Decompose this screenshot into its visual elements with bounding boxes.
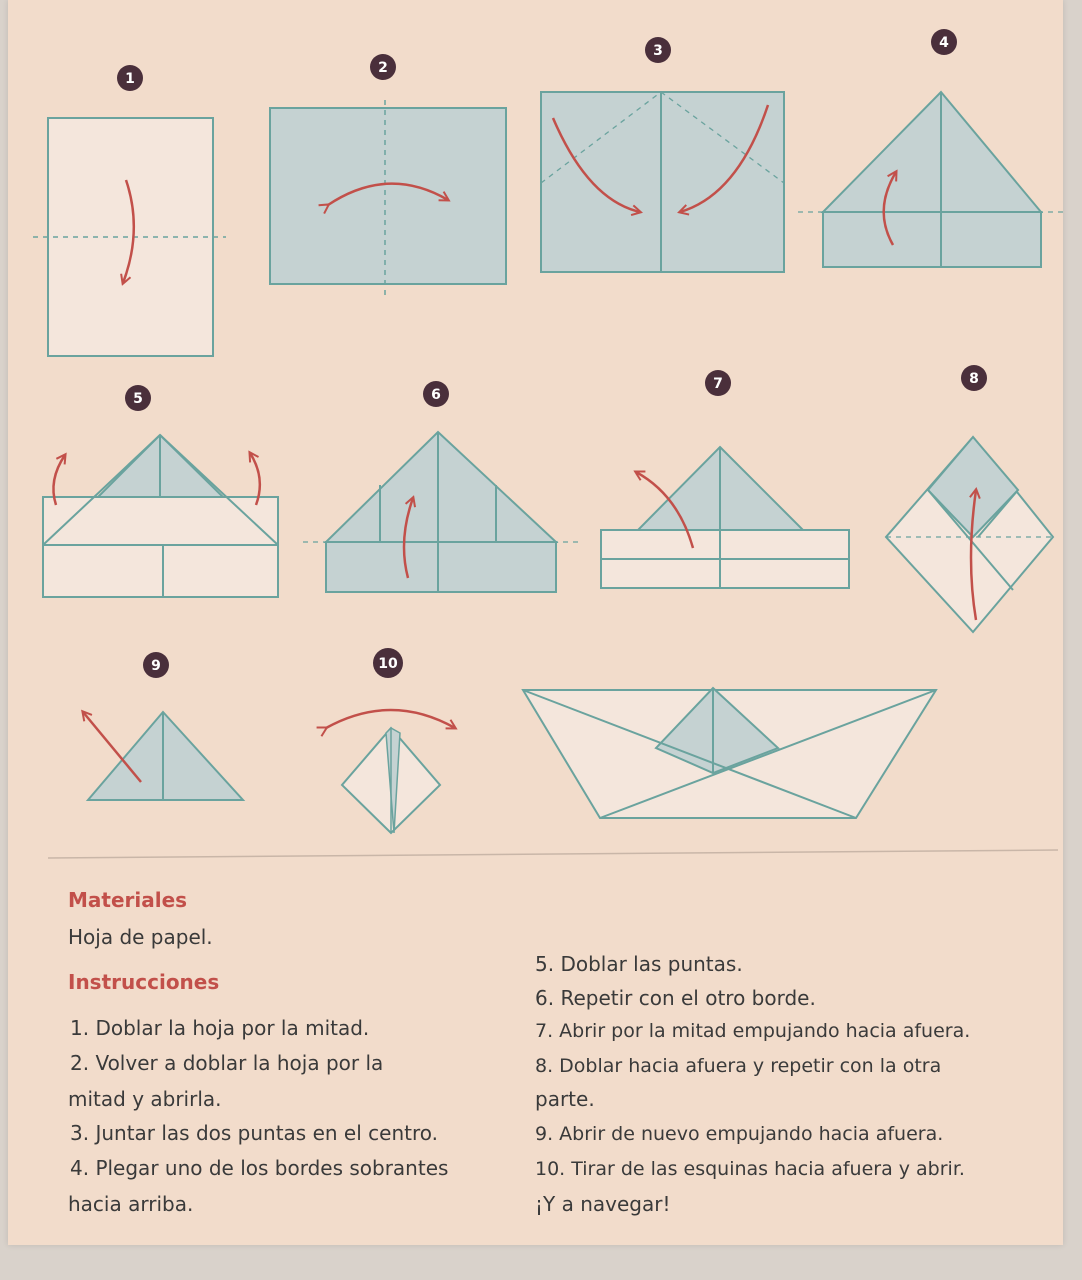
materials-heading: Materiales — [68, 888, 188, 912]
instruction-line: 7. Abrir por la mitad empujando hacia afuera. — [535, 1020, 971, 1042]
instruction-line: 2. Volver a doblar la hoja por la — [70, 1051, 384, 1075]
instruction-line: 6. Repetir con el otro borde. — [535, 986, 816, 1010]
step-badge-7 — [705, 370, 731, 396]
step-5-diagram — [43, 435, 278, 597]
svg-text:6: 6 — [431, 387, 441, 403]
step-badge-6 — [423, 381, 449, 407]
instructions-heading: Instrucciones — [68, 970, 220, 994]
step-4-diagram — [798, 92, 1063, 267]
svg-text:3: 3 — [653, 43, 663, 59]
svg-text:8: 8 — [969, 371, 979, 387]
step-badge-4 — [931, 29, 957, 55]
step-badge-8 — [961, 365, 987, 391]
instruction-page — [8, 0, 1063, 1245]
step-10-diagram — [326, 710, 455, 833]
instruction-line: mitad y abrirla. — [68, 1087, 222, 1111]
step-8-diagram — [886, 437, 1053, 632]
svg-text:10: 10 — [378, 656, 398, 672]
instruction-line: ¡Y a navegar! — [535, 1192, 671, 1216]
step-1-diagram — [33, 118, 226, 356]
svg-text:2: 2 — [378, 60, 388, 76]
step-9-diagram — [83, 712, 243, 800]
folding-diagrams — [8, 0, 1082, 860]
step-badge-1 — [117, 65, 143, 91]
svg-text:1: 1 — [125, 71, 135, 87]
final-boat-diagram — [523, 688, 936, 818]
instruction-line: 4. Plegar uno de los bordes sobrantes — [70, 1156, 449, 1180]
instruction-line: 8. Doblar hacia afuera y repetir con la otra — [535, 1055, 942, 1077]
step-badge-10 — [373, 648, 403, 678]
svg-text:5: 5 — [133, 391, 143, 407]
step-3-diagram — [541, 92, 784, 272]
materials-text: Hoja de papel. — [68, 925, 213, 949]
instruction-line: hacia arriba. — [68, 1192, 194, 1216]
svg-text:7: 7 — [713, 376, 723, 392]
section-divider — [48, 850, 1058, 858]
instruction-line: 10. Tirar de las esquinas hacia afuera y abrir. — [535, 1158, 965, 1180]
instruction-line: parte. — [535, 1087, 595, 1111]
svg-text:4: 4 — [939, 35, 949, 51]
instruction-line: 5. Doblar las puntas. — [535, 952, 743, 976]
step-badge-3 — [645, 37, 671, 63]
instruction-line: 3. Juntar las dos puntas en el centro. — [70, 1121, 438, 1145]
svg-text:9: 9 — [151, 658, 161, 674]
text-section — [8, 880, 1082, 1240]
step-badge-9 — [143, 652, 169, 678]
step-badge-5 — [125, 385, 151, 411]
step-2-diagram — [270, 100, 506, 298]
step-7-diagram — [601, 447, 849, 588]
step-badge-2 — [370, 54, 396, 80]
step-6-diagram — [303, 432, 578, 592]
instruction-line: 1. Doblar la hoja por la mitad. — [70, 1016, 370, 1040]
instruction-line: 9. Abrir de nuevo empujando hacia afuera. — [535, 1123, 944, 1145]
